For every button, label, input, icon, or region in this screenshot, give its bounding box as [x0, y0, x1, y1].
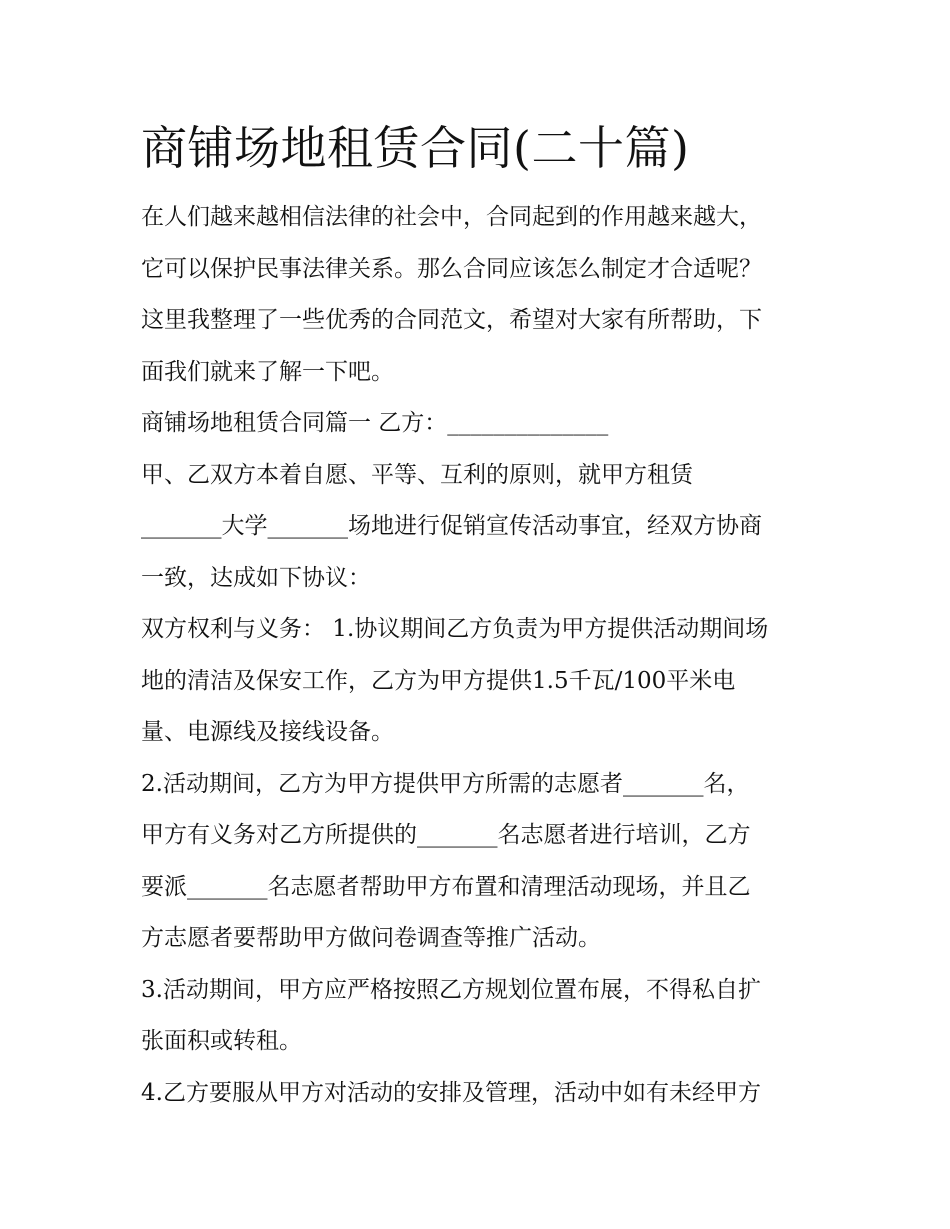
paragraph-line: 4.乙方要服从甲方对活动的安排及管理，活动中如有未经甲方 [141, 1079, 761, 1106]
paragraph-line: 地的清洁及保安工作，乙方为甲方提供1.5千瓦/100平米电 [141, 667, 736, 694]
paragraph-line: 在人们越来越相信法律的社会中，合同起到的作用越来越大， [141, 204, 762, 230]
paragraph-line: 它可以保护民事法律关系。那么合同应该怎么制定才合适呢？ [141, 255, 762, 282]
paragraph-line: 面我们就来了解一下吧。 [141, 358, 394, 385]
document-page [141, 118, 811, 1119]
paragraph-line: 甲、乙双方本着自愿、平等、互利的原则，就甲方租赁 [141, 461, 693, 488]
paragraph-line: 3.活动期间，甲方应严格按照乙方规划位置布展，不得私自扩 [141, 976, 761, 1003]
paragraph-line: 一致，达成如下协议： [141, 564, 371, 591]
paragraph-line: _______大学_______场地进行促销宣传活动事宜，经双方协商 [141, 513, 762, 539]
paragraph-line: 双方权利与义务： 1.协议期间乙方负责为甲方提供活动期间场 [141, 616, 769, 642]
document-body [141, 192, 811, 1119]
paragraph-line: 量、电源线及接线设备。 [141, 719, 394, 745]
paragraph-line: 要派_______名志愿者帮助甲方布置和清理活动现场，并且乙 [141, 873, 751, 900]
paragraph-line: 2.活动期间，乙方为甲方提供甲方所需的志愿者_______名， [141, 770, 750, 797]
paragraph-line: 甲方有义务对乙方所提供的_______名志愿者进行培训，乙方 [141, 822, 751, 848]
paragraph-line: 这里我整理了一些优秀的合同范文，希望对大家有所帮助，下 [141, 307, 762, 333]
paragraph-line: 方志愿者要帮助甲方做问卷调查等推广活动。 [141, 925, 601, 951]
section-heading-line: 商铺场地租赁合同篇一 乙方：______________ [141, 410, 609, 436]
document-title: 商铺场地租赁合同(二十篇) [141, 121, 690, 175]
paragraph-line: 张面积或转租。 [141, 1028, 302, 1054]
